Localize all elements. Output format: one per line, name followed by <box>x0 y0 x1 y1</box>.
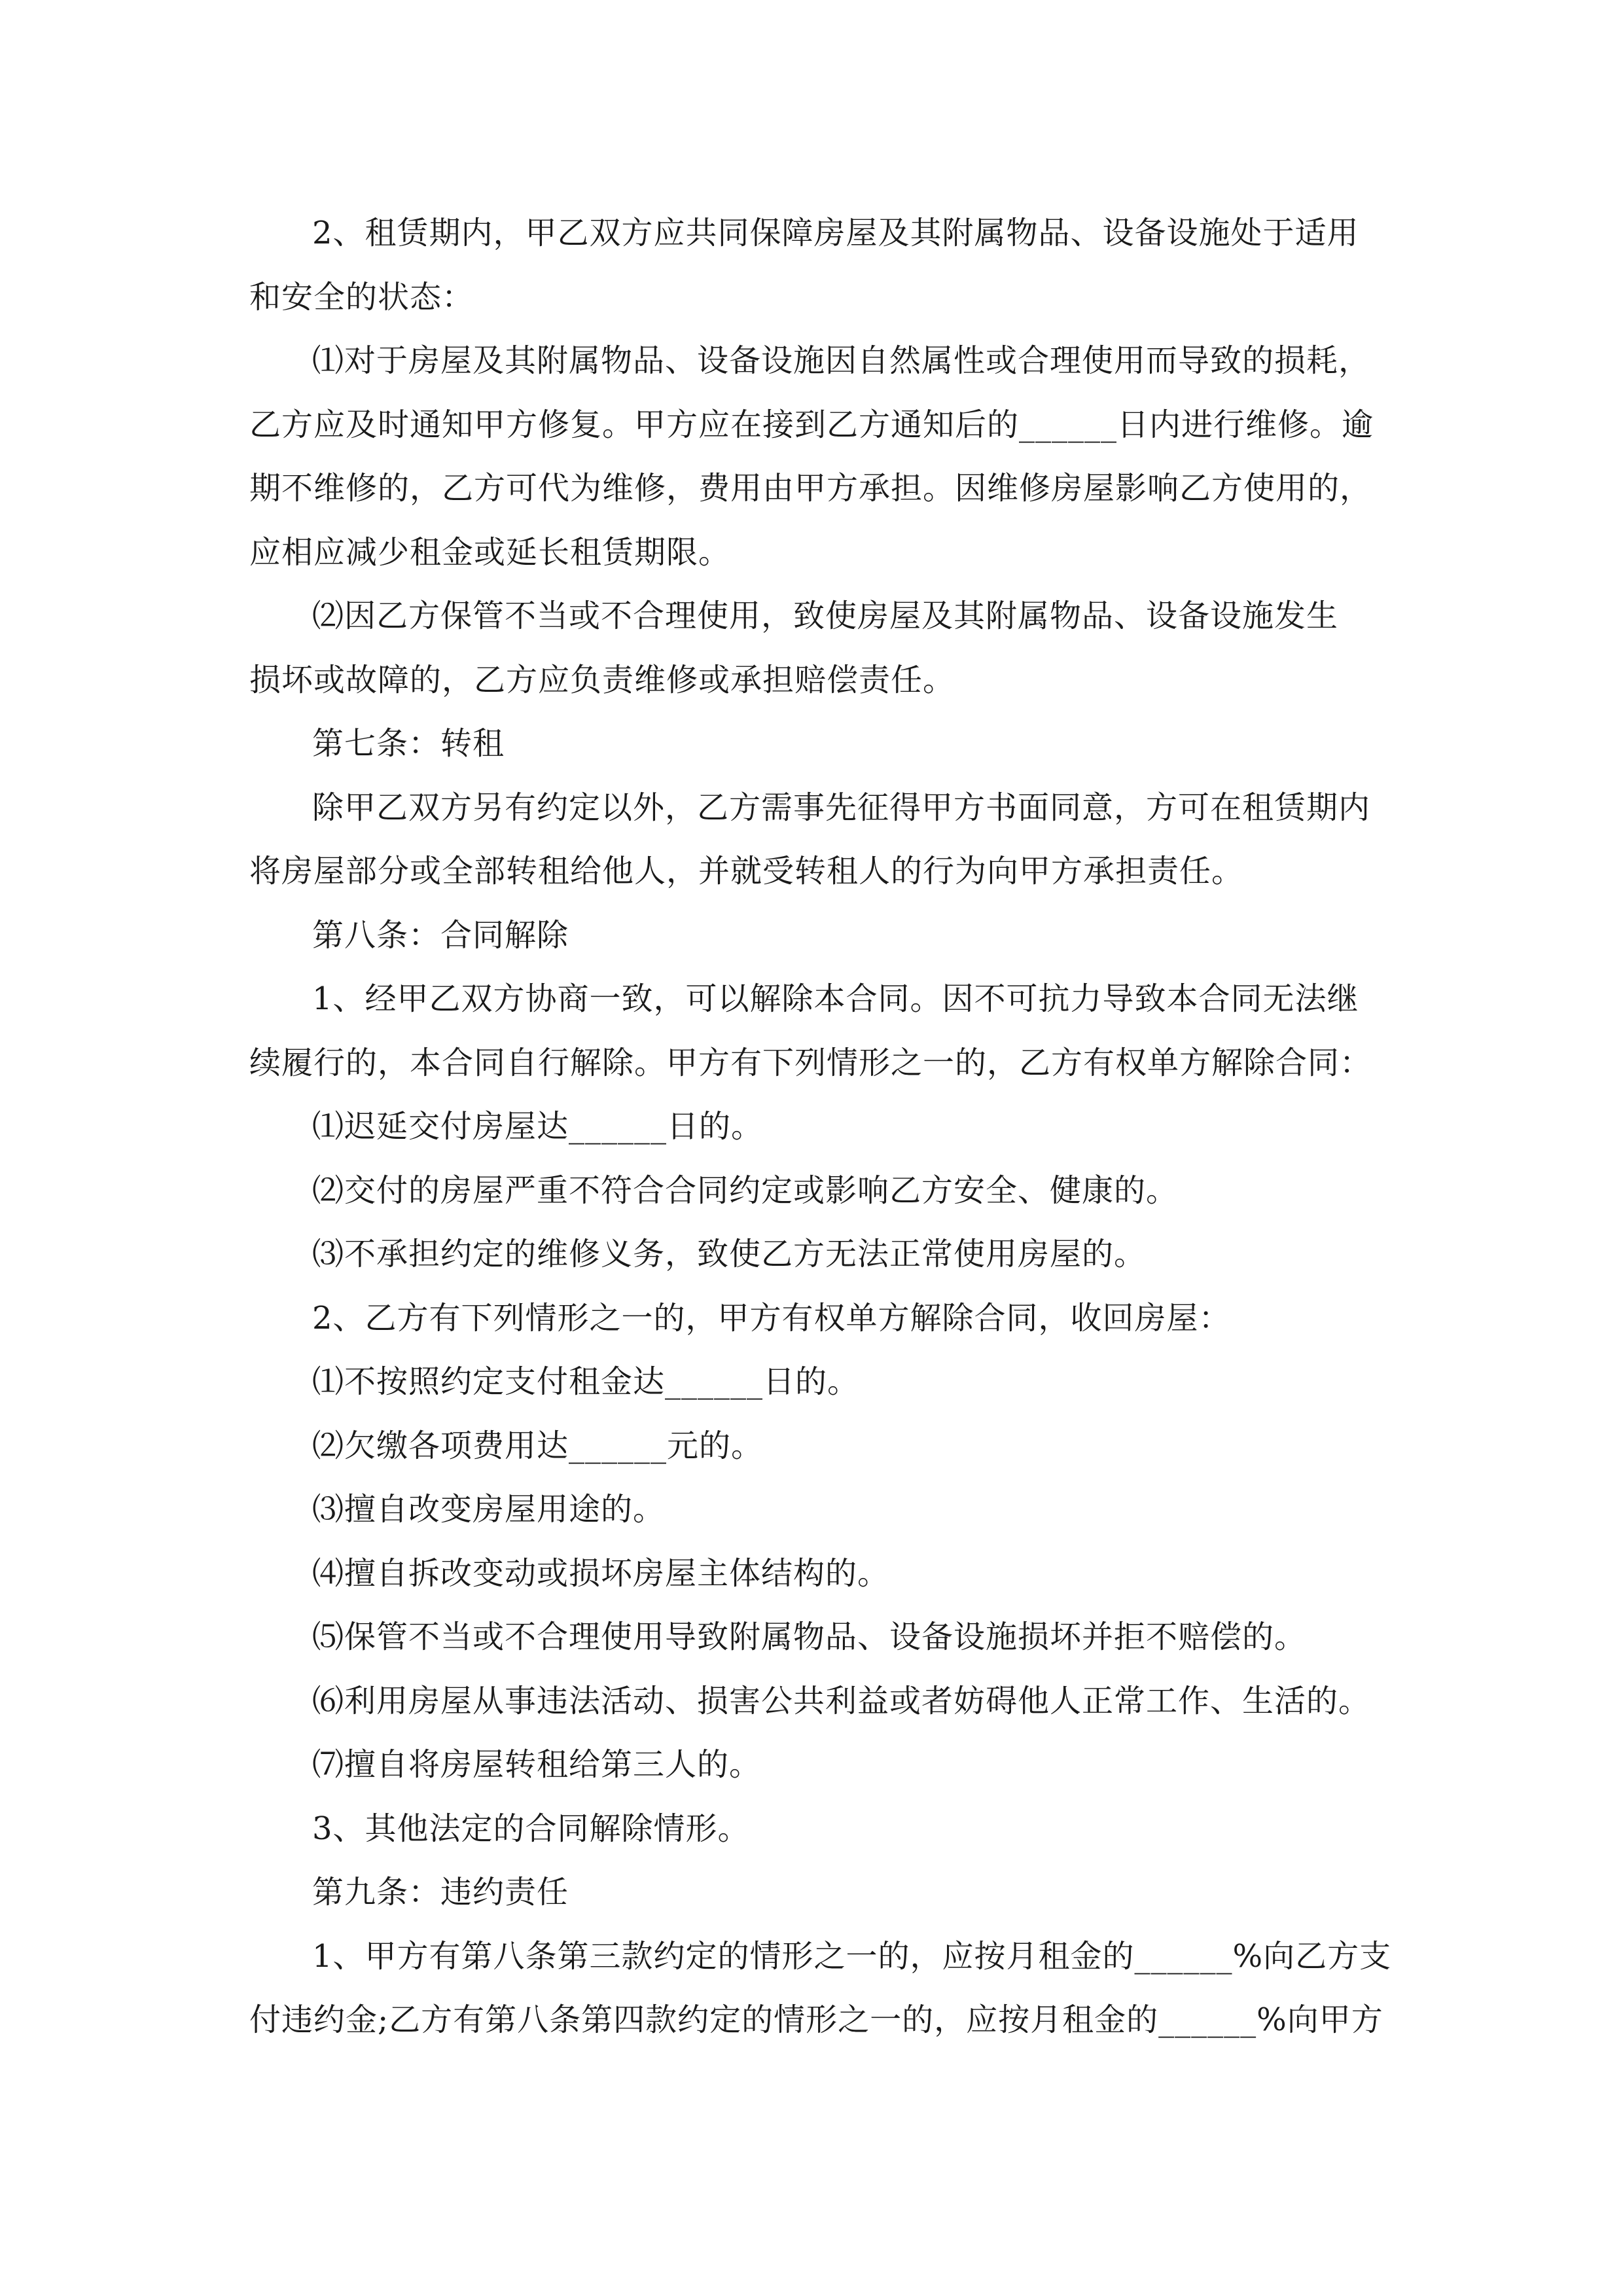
paragraph-line: 乙方应及时通知甲方修复。甲方应在接到乙方通知后的______日内进行维修。逾 <box>249 406 1374 443</box>
list-item: ⑵欠缴各项费用达______元的。 <box>312 1427 764 1464</box>
paragraph-line: 损坏或故障的，乙方应负责维修或承担赔偿责任。 <box>249 661 955 698</box>
paragraph-line: ⑵因乙方保管不当或不合理使用，致使房屋及其附属物品、设备设施发生 <box>312 598 1339 634</box>
paragraph-line: 和安全的状态： <box>249 278 474 315</box>
list-item: ⑵交付的房屋严重不符合合同约定或影响乙方安全、健康的。 <box>312 1172 1179 1209</box>
list-item: ⑸保管不当或不合理使用导致附属物品、设备设施损坏并拒不赔偿的。 <box>312 1619 1307 1655</box>
list-item: ⑷擅自拆改变动或损坏房屋主体结构的。 <box>312 1554 890 1592</box>
paragraph-line: 付违约金;乙方有第八条第四款约定的情形之一的，应按月租金的______%向甲方 <box>249 2001 1383 2038</box>
paragraph-line: 将房屋部分或全部转租给他人，并就受转租人的行为向甲方承担责任。 <box>249 853 1244 889</box>
paragraph-line: 2、租赁期内，甲乙双方应共同保障房屋及其附属物品、设备设施处于适用 <box>312 215 1359 251</box>
list-item: ⑴迟延交付房屋达______日的。 <box>312 1108 764 1145</box>
paragraph-line: 2、乙方有下列情形之一的，甲方有权单方解除合同，收回房屋： <box>312 1299 1231 1336</box>
section-heading: 第九条：违约责任 <box>312 1874 569 1910</box>
paragraph-line: 1、甲方有第八条第三款约定的情形之一的，应按月租金的______%向乙方支 <box>312 1937 1392 1975</box>
paragraph-line: 3、其他法定的合同解除情形。 <box>312 1810 750 1847</box>
paragraph-line: 期不维修的，乙方可代为维修，费用由甲方承担。因维修房屋影响乙方使用的， <box>249 470 1372 507</box>
paragraph-line: 续履行的，本合同自行解除。甲方有下列情形之一的，乙方有权单方解除合同： <box>249 1044 1372 1081</box>
paragraph-line: ⑴对于房屋及其附属物品、设备设施因自然属性或合理使用而导致的损耗， <box>312 342 1371 379</box>
list-item: ⑴不按照约定支付租金达______日的。 <box>312 1363 860 1400</box>
list-item: ⑶擅自改变房屋用途的。 <box>312 1491 666 1528</box>
paragraph-line: 除甲乙双方另有约定以外，乙方需事先征得甲方书面同意，方可在租赁期内 <box>312 789 1371 826</box>
section-heading: 第八条：合同解除 <box>312 916 569 954</box>
paragraph-line: 应相应减少租金或延长租赁期限。 <box>249 533 731 571</box>
list-item: ⑹利用房屋从事违法活动、损害公共利益或者妨碍他人正常工作、生活的。 <box>312 1682 1371 1719</box>
document-body <box>249 202 1392 2053</box>
list-item: ⑺擅自将房屋转租给第三人的。 <box>312 1746 762 1783</box>
list-item: ⑶不承担约定的维修义务，致使乙方无法正常使用房屋的。 <box>312 1236 1147 1272</box>
section-heading: 第七条：转租 <box>312 725 505 762</box>
paragraph-line: 1、经甲乙双方协商一致，可以解除本合同。因不可抗力导致本合同无法继 <box>312 980 1359 1017</box>
